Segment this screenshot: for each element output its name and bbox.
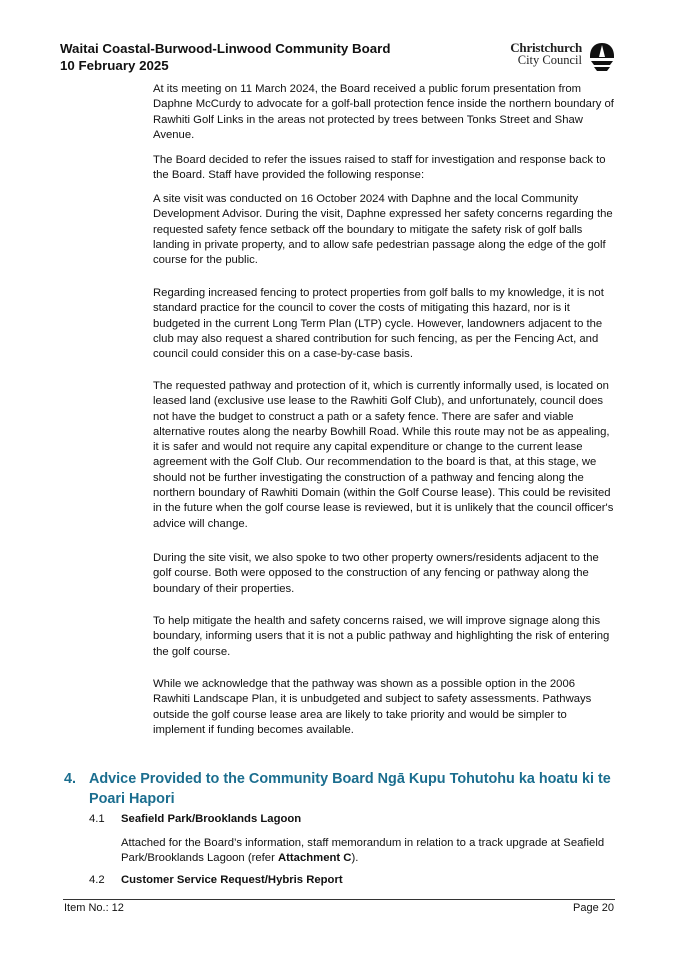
- council-logo: [490, 40, 620, 74]
- paragraph-site-visit: A site visit was conducted on 16 October 2024 with Daphne and the local Community Development Advisor. During the visit, Daphne expressed her safety concerns regarding the requested safety fence setback off the boundary to mitigate the safety risk of golf balls landing in private property, and to allow safe pedestrian passage along the edge of the golf course for the public.: [153, 193, 613, 267]
- footer-divider: [63, 899, 615, 900]
- paragraph-owners: During the site visit, we also spoke to two other property owners/residents adjacent to the golf course. Both were opposed to the construction of any fencing or pathway along the boundary of their properties.: [153, 552, 599, 595]
- paragraph-landscape-plan: While we acknowledge that the pathway was shown as a possible option in the 2006 Rawhiti Landscape Plan, it is unbudgeted and subject to safety assessments. Pathways outside the golf course lease area are likely to take priority and would be simpler to implement if funding becomes available.: [153, 678, 592, 736]
- paragraph-pathway: The requested pathway and protection of it, which is currently informally used, is located on leased land (exclusive use lease to the Rawhiti Golf Club), and unfortunately, council does not have the budget to construct a path or a safety fence. There are safer and viable alternative routes along the nearby Bowhill Road. While this route may not be as appealing, it is safer and would not require any capital expenditure or change to the current lease agreement with the Golf Club. Our recommendation to the board is that, at this stage, we should not be further investigating the construction of a pathway and fencing along the northern boundary of Rawhiti Domain (within the Golf Course lease). This could be revisited in the future when the golf course lease is reviewed, but it is unlikely that the council officer's advice will change.: [153, 380, 614, 530]
- page-number: Page 20: [573, 902, 614, 914]
- attachment-text-end: ).: [351, 852, 359, 865]
- logo-line-2: City Council: [517, 53, 582, 67]
- paragraph-referral: The Board decided to refer the issues raised to staff for investigation and response back to the Board. Staff have provided the following response:: [153, 154, 606, 182]
- section-number: 4.: [64, 771, 77, 787]
- subsection-title: Seafield Park/Brooklands Lagoon: [121, 813, 302, 825]
- subsection-title: Customer Service Request/Hybris Report: [121, 874, 343, 886]
- attachment-text: Attached for the Board’s information, staff memorandum in relation to a track upgrade at Seafield Park/Brooklands Lagoon (refer: [121, 837, 605, 865]
- paragraph-signage: To help mitigate the health and safety concerns raised, we will improve signage along this boundary, informing users that it is not a public pathway and highlighting the risk of entering the golf course.: [153, 615, 610, 658]
- cathedral-logo-icon: [589, 42, 615, 72]
- item-number: Item No.: 12: [64, 902, 124, 914]
- paragraph-fencing: Regarding increased fencing to protect properties from golf balls to my knowledge, it is not standard practice for the council to cover the costs of mitigating this hazard, nor is it budgeted in the current Long Term Plan (LTP) cycle. However, landowners adjacent to the club may also request a shared contribution for such fencing, as per the Fencing Act, and council could consider this on a case-by-case basis.: [153, 287, 604, 361]
- meeting-date: 10 February 2025: [60, 58, 169, 73]
- subsection-number: 4.2: [89, 874, 105, 886]
- attachment-reference: Attachment C: [278, 852, 352, 865]
- logo-line-1: Christchurch: [510, 40, 582, 55]
- subsection-4-1-text: [121, 836, 615, 867]
- paragraph-forum: At its meeting on 11 March 2024, the Board received a public forum presentation from Daphne McCurdy to advocate for a golf-ball protection fence inside the northern boundary of Rawhiti Golf Links in the areas not protected by trees between Tonks Street and Shaw Avenue.: [153, 83, 614, 141]
- subsection-number: 4.1: [89, 813, 105, 825]
- section-title: Advice Provided to the Community Board Ngā Kupu Tohutohu ka hoatu ki te Poari Hapori: [89, 771, 611, 807]
- board-name: Waitai Coastal-Burwood-Linwood Community Board: [60, 41, 391, 56]
- logo-text: [510, 41, 582, 67]
- page-header: [60, 40, 620, 80]
